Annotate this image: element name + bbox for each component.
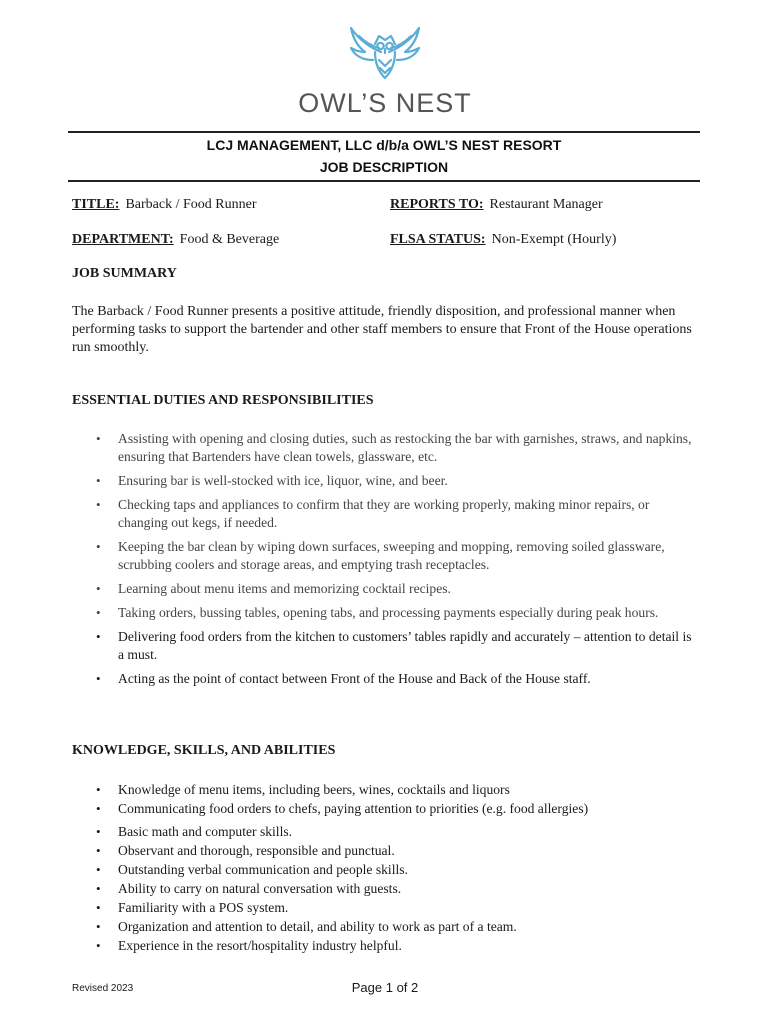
title-value: Barback / Food Runner [125,197,257,212]
list-item: • Experience in the resort/hospitality industry helpful. [72,937,697,955]
list-item: • Organization and attention to detail, and ability to work as part of a team. [72,918,697,936]
reports-to-value: Restaurant Manager [489,197,603,212]
duties-heading: ESSENTIAL DUTIES AND RESPONSIBILITIES [72,393,374,408]
flsa-field [390,232,616,248]
document-title: JOB DESCRIPTION [319,159,449,175]
header-rule-bottom [68,180,700,182]
list-item: • Taking orders, bussing tables, opening tabs, and processing payments especially during peak hours. [72,604,697,622]
summary-text: The Barback / Food Runner presents a positive attitude, friendly disposition, and professional manner when performing tasks to support the bartender and other staff members to ensure that Front of the House operations run smoothly. [72,304,692,355]
header-rule-top [68,131,700,133]
summary-heading: JOB SUMMARY [72,266,177,281]
kas-list [72,781,697,956]
list-item: • Acting as the point of contact between Front of the House and Back of the House staff. [72,670,697,688]
list-item: • Communicating food orders to chefs, paying attention to priorities (e.g. food allergies) [72,800,697,818]
list-item: • Checking taps and appliances to confirm that they are working properly, making minor repairs, or changing out kegs, if needed. [72,496,697,532]
flsa-value: Non-Exempt (Hourly) [491,232,617,247]
reports-to-label: REPORTS TO: [390,197,484,212]
owl-icon [337,22,433,86]
list-item: • Basic math and computer skills. [72,823,697,841]
title-label: TITLE: [72,197,120,212]
company-heading: LCJ MANAGEMENT, LLC d/b/a OWL’S NEST RESORT [206,137,562,153]
list-item: • Familiarity with a POS system. [72,899,697,917]
department-field [72,232,279,248]
title-field [72,197,257,213]
kas-heading: KNOWLEDGE, SKILLS, AND ABILITIES [72,743,336,758]
revised-note: Revised 2023 [72,983,134,994]
list-item: • Ability to carry on natural conversation with guests. [72,880,697,898]
list-item: • Learning about menu items and memorizing cocktail recipes. [72,580,697,598]
list-item: • Observant and thorough, responsible and punctual. [72,842,697,860]
list-item: • Keeping the bar clean by wiping down surfaces, sweeping and mopping, removing soiled glassware, scrubbing coolers and storage areas, and emptying trash receptacles. [72,538,697,574]
logo-wordmark: OWL’S NEST [298,88,472,118]
flsa-label: FLSA STATUS: [390,232,486,247]
list-item: • Ensuring bar is well-stocked with ice, liquor, wine, and beer. [72,472,697,490]
department-label: DEPARTMENT: [72,232,174,247]
reports-to-field [390,197,603,213]
list-item: • Outstanding verbal communication and people skills. [72,861,697,879]
owls-nest-logo [0,22,770,119]
page-number: Page 1 of 2 [351,980,419,995]
department-value: Food & Beverage [179,232,280,247]
list-item: • Delivering food orders from the kitchen to customers’ tables rapidly and accurately – attention to detail is a must. [72,628,697,664]
list-item: • Knowledge of menu items, including beers, wines, cocktails and liquors [72,781,697,799]
list-item: • Assisting with opening and closing duties, such as restocking the bar with garnishes, straws, and napkins, ensuring that Bartenders have clean towels, glassware, etc. [72,430,697,466]
duties-list [72,430,697,694]
